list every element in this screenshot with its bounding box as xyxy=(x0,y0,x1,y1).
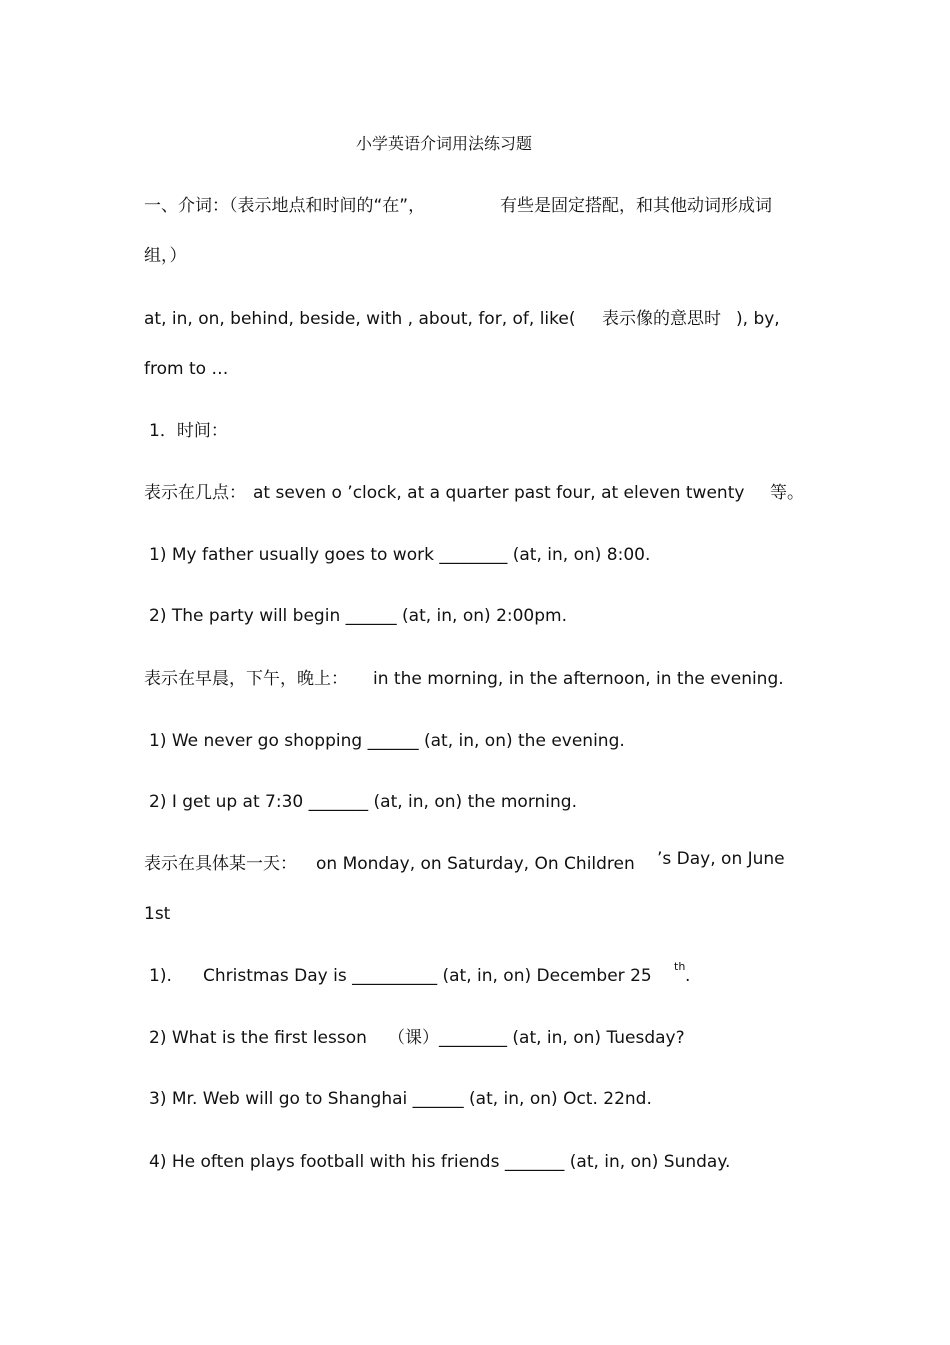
clock-label: 表示在几点： xyxy=(144,483,246,503)
daypart-label: 表示在早晨，下午，晚上： xyxy=(144,669,348,689)
daypart-examples: in the morning, in the afternoon, in the evening. xyxy=(373,669,784,689)
intro-text-1: 一、介词：（表示地点和时间的“在”， xyxy=(144,196,426,216)
question-day-2-a: 2) What is the first lesson xyxy=(149,1028,367,1048)
prep-list-1: at, in, on, behind, beside, with , about, for, of, like( xyxy=(144,309,576,329)
question-day-1-superscript: th xyxy=(674,960,686,973)
day-examples-c: 1st xyxy=(144,904,171,924)
question-clock-1: 1) My father usually goes to work ________ (at, in, on) 8:00. xyxy=(149,545,651,565)
question-clock-2: 2) The party will begin ______ (at, in, on) 2:00pm. xyxy=(149,606,567,626)
question-day-2-c: ________ (at, in, on) Tuesday? xyxy=(439,1028,685,1048)
intro-text-2: 有些是固定搭配，和其他动词形成词 xyxy=(500,196,772,216)
question-day-2-b: （课） xyxy=(388,1028,439,1048)
question-day-3: 3) Mr. Web will go to Shanghai ______ (at, in, on) Oct. 22nd. xyxy=(149,1089,652,1109)
question-day-4: 4) He often plays football with his friends _______ (at, in, on) Sunday. xyxy=(149,1152,731,1172)
prep-list-3: ), by, xyxy=(736,309,780,329)
prep-list-2: 表示像的意思时 xyxy=(602,309,721,329)
section-heading-time: 1．时间： xyxy=(149,421,228,441)
intro-text-3: 组，） xyxy=(144,246,187,266)
question-day-1-text: Christmas Day is __________ (at, in, on) December 25 xyxy=(203,966,652,986)
day-examples-b: ’s Day, on June xyxy=(657,849,785,869)
question-day-1-number: 1). xyxy=(149,966,172,986)
page-title: 小学英语介词用法练习题 xyxy=(356,134,533,153)
day-examples-a: on Monday, on Saturday, On Children xyxy=(316,854,635,874)
prep-list-4: from to … xyxy=(144,359,229,379)
clock-suffix: 等。 xyxy=(770,483,804,503)
day-label: 表示在具体某一天： xyxy=(144,854,297,874)
question-day-1 xyxy=(203,965,652,987)
clock-examples: at seven o ’clock, at a quarter past four, at eleven twenty xyxy=(253,483,745,503)
question-day-1-period: . xyxy=(685,966,691,986)
question-daypart-2: 2) I get up at 7:30 _______ (at, in, on) the morning. xyxy=(149,792,577,812)
question-daypart-1: 1) We never go shopping ______ (at, in, on) the evening. xyxy=(149,731,625,751)
